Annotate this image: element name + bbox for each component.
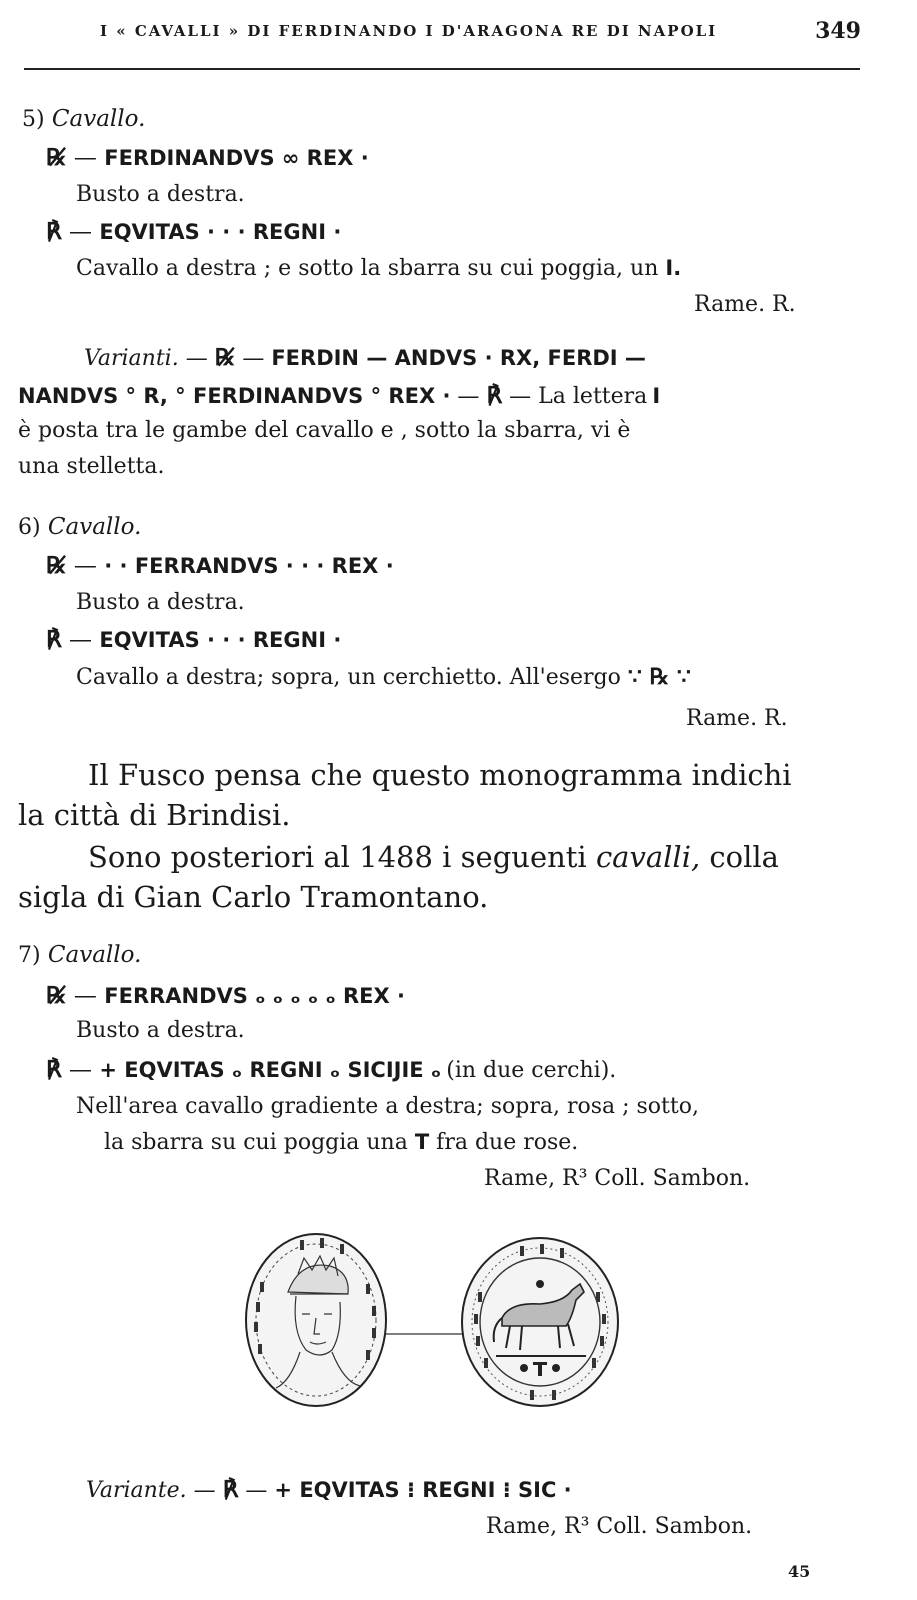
monogram-glyph: ∵ ℞ ∵ bbox=[627, 664, 691, 690]
entry-5-heading: 5) Cavallo. bbox=[22, 106, 146, 132]
paragraph-1-line-1: Il Fusco pensa che questo monogramma indichi bbox=[88, 758, 792, 792]
obverse-symbol: ℞̸ bbox=[46, 144, 67, 171]
reverse-coin bbox=[462, 1238, 618, 1406]
page-number: 349 bbox=[815, 18, 861, 44]
entry-7-heading: 7) Cavallo. bbox=[18, 942, 142, 968]
coin-drawing bbox=[240, 1222, 640, 1412]
entry-7-reverse: ℟ — + EQVITAS ₒ REGNI ₒ SICIJIE ₒ (in due cerchi). bbox=[46, 1056, 617, 1083]
entry-5-obverse-desc: Busto a destra. bbox=[76, 182, 245, 207]
entry-7-obverse-desc: Busto a destra. bbox=[76, 1018, 245, 1043]
entry-6-metal: Rame. R. bbox=[686, 706, 788, 731]
entry-5-variants-2: NANDVS ° R, ° FERDINANDVS ° REX · — ℟ — La lettera I bbox=[18, 382, 661, 409]
paragraph-2-line-2: sigla di Gian Carlo Tramontano. bbox=[18, 880, 489, 914]
reverse-symbol: ℟ bbox=[46, 218, 62, 245]
entry-5-reverse: ℟ — EQVITAS · · · REGNI · bbox=[46, 218, 342, 245]
entry-5-metal: Rame. R. bbox=[694, 292, 796, 317]
coin-illustration bbox=[240, 1222, 640, 1412]
variante-metal: Rame, R³ Coll. Sambon. bbox=[486, 1514, 753, 1539]
variante-line: Variante. — ℟ — + EQVITAS ⁝ REGNI ⁝ SIC · bbox=[86, 1476, 572, 1503]
entry-5-reverse-desc: Cavallo a destra ; e sotto la sbarra su cui poggia, un I. bbox=[76, 256, 682, 281]
paragraph-1-line-2: la città di Brindisi. bbox=[18, 798, 291, 832]
entry-7-obverse: ℞̸ — FERRANDVS ₒ ₒ ₒ ₒ ₒ REX · bbox=[46, 982, 405, 1009]
entry-5-variants-1: Varianti. — ℞̸ — FERDIN — ANDVS · RX, FERDI — bbox=[84, 344, 646, 371]
obverse-coin bbox=[246, 1234, 386, 1406]
entry-7-area-2: la sbarra su cui poggia una T fra due rose. bbox=[104, 1130, 579, 1155]
entry-7-metal: Rame, R³ Coll. Sambon. bbox=[484, 1166, 751, 1191]
entry-6-obverse-desc: Busto a destra. bbox=[76, 590, 245, 615]
paragraph-2-line-1: Sono posteriori al 1488 i seguenti cavalli, colla bbox=[88, 840, 779, 874]
running-head: I « CAVALLI » DI FERDINANDO I D'ARAGONA RE DI NAPOLI bbox=[100, 22, 718, 40]
entry-6-reverse-desc: Cavallo a destra; sopra, un cerchietto. All'esergo ∵ ℞ ∵ bbox=[76, 664, 691, 690]
entry-7-area-1: Nell'area cavallo gradiente a destra; sopra, rosa ; sotto, bbox=[76, 1094, 699, 1119]
entry-5-variants-3: è posta tra le gambe del cavallo e , sotto la sbarra, vi è bbox=[18, 418, 631, 443]
entry-5-variants-4: una stelletta. bbox=[18, 454, 165, 479]
entry-6-heading: 6) Cavallo. bbox=[18, 514, 142, 540]
entry-5-obverse: ℞̸ — FERDINANDVS ∞ REX · bbox=[46, 144, 369, 171]
header-rule bbox=[24, 68, 860, 70]
entry-6-obverse: ℞̸ — · · FERRANDVS · · · REX · bbox=[46, 552, 394, 579]
signature-mark: 45 bbox=[788, 1562, 811, 1581]
entry-6-reverse: ℟ — EQVITAS · · · REGNI · bbox=[46, 626, 342, 653]
